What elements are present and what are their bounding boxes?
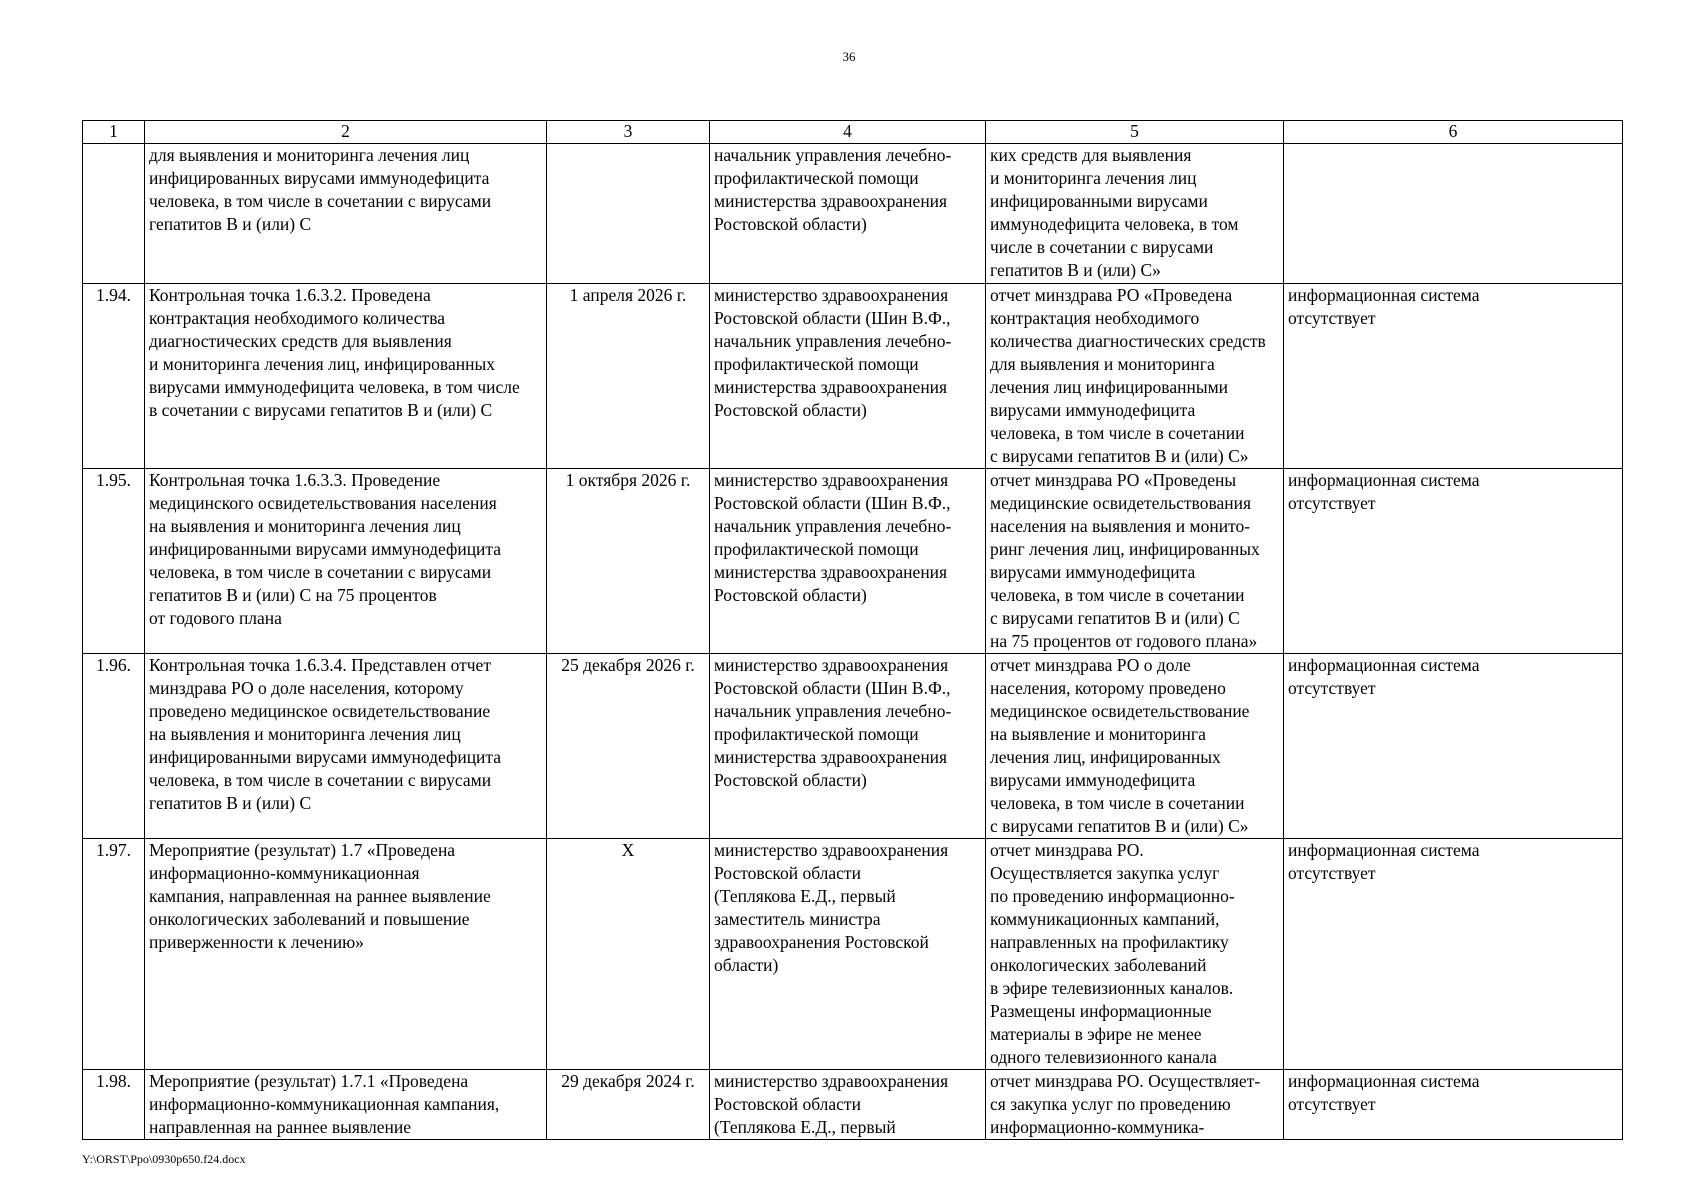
- system-cell: информационная система отсутствует: [1284, 1070, 1623, 1140]
- table-row: [83, 839, 1623, 1070]
- result-cell: отчет минздрава РО. Осуществляет- ся закупка услуг по проведению информационно-коммуника-: [986, 1070, 1284, 1140]
- table-header: [83, 121, 1623, 144]
- result-cell: отчет минздрава РО «Проведена контрактация необходимого количества диагностических средств для выявления и мониторинга лечения лиц инфицированными вирусами иммунодефицита человека, в том числе в сочетании с вирусами гепатитов В и (или) С»: [986, 284, 1284, 469]
- event-cell: Мероприятие (результат) 1.7 «Проведена информационно-коммуникационная кампания, направленная на раннее выявление онкологических заболеваний и повышение приверженности к лечению»: [145, 839, 547, 1070]
- date-cell: [547, 144, 710, 284]
- table-row: [83, 469, 1623, 654]
- result-cell: отчет минздрава РО «Проведены медицинские освидетельствования населения на выявления и монито- ринг лечения лиц, инфицированных вирусами иммунодефицита человека, в том числе в сочетании с вирусами гепатитов В и (или) С на 75 процентов от годового плана»: [986, 469, 1284, 654]
- column-header-4: 4: [710, 121, 986, 144]
- column-header-2: 2: [145, 121, 547, 144]
- column-header-3: 3: [547, 121, 710, 144]
- system-cell: информационная система отсутствует: [1284, 469, 1623, 654]
- row-number: 1.96.: [83, 654, 145, 839]
- table-body: [83, 144, 1623, 1140]
- date-cell: 25 декабря 2026 г.: [547, 654, 710, 839]
- responsible-cell: министерство здравоохранения Ростовской области (Теплякова Е.Д., первый: [710, 1070, 986, 1140]
- result-cell: отчет минздрава РО. Осуществляется закупка услуг по проведению информационно- коммуникационных кампаний, направленных на профилактику онкологических заболеваний в эфире телевизионных каналов. Размещены информационные материалы в эфире не менее одного телевизионного канала: [986, 839, 1284, 1070]
- event-cell: для выявления и мониторинга лечения лиц инфицированных вирусами иммунодефицита человека, в том числе в сочетании с вирусами гепатитов В и (или) С: [145, 144, 547, 284]
- row-number: 1.94.: [83, 284, 145, 469]
- row-number: [83, 144, 145, 284]
- date-cell: Х: [547, 839, 710, 1070]
- responsible-cell: министерство здравоохранения Ростовской области (Шин В.Ф., начальник управления лечебно- профилактической помощи министерства здравоохранения Ростовской области): [710, 469, 986, 654]
- row-number: 1.97.: [83, 839, 145, 1070]
- header-row: [83, 121, 1623, 144]
- table-row: [83, 654, 1623, 839]
- system-cell: информационная система отсутствует: [1284, 839, 1623, 1070]
- column-header-6: 6: [1284, 121, 1623, 144]
- plan-table: [82, 120, 1623, 1140]
- result-cell: отчет минздрава РО о доле населения, которому проведено медицинское освидетельствование на выявление и мониторинга лечения лиц, инфицированных вирусами иммунодефицита человека, в том числе в сочетании с вирусами гепатитов В и (или) С»: [986, 654, 1284, 839]
- column-header-1: 1: [83, 121, 145, 144]
- system-cell: информационная система отсутствует: [1284, 284, 1623, 469]
- row-number: 1.95.: [83, 469, 145, 654]
- event-cell: Контрольная точка 1.6.3.3. Проведение медицинского освидетельствования населения на выявления и мониторинга лечения лиц инфицированными вирусами иммунодефицита человека, в том числе в сочетании с вирусами гепатитов В и (или) С на 75 процентов от годового плана: [145, 469, 547, 654]
- date-cell: 29 декабря 2024 г.: [547, 1070, 710, 1140]
- event-cell: Мероприятие (результат) 1.7.1 «Проведена информационно-коммуникационная кампания, направленная на раннее выявление: [145, 1070, 547, 1140]
- event-cell: Контрольная точка 1.6.3.4. Представлен отчет минздрава РО о доле населения, которому проведено медицинское освидетельствование на выявления и мониторинга лечения лиц инфицированными вирусами иммунодефицита человека, в том числе в сочетании с вирусами гепатитов В и (или) С: [145, 654, 547, 839]
- system-cell: [1284, 144, 1623, 284]
- column-header-5: 5: [986, 121, 1284, 144]
- page-number: 36: [842, 49, 856, 64]
- table-row: [83, 144, 1623, 284]
- responsible-cell: министерство здравоохранения Ростовской области (Шин В.Ф., начальник управления лечебно- профилактической помощи министерства здравоохранения Ростовской области): [710, 284, 986, 469]
- footer-file-path: Y:\ORST\Ppo\0930p650.f24.docx: [82, 1152, 246, 1166]
- responsible-cell: министерство здравоохранения Ростовской области (Теплякова Е.Д., первый заместитель министра здравоохранения Ростовской области): [710, 839, 986, 1070]
- system-cell: информационная система отсутствует: [1284, 654, 1623, 839]
- row-number: 1.98.: [83, 1070, 145, 1140]
- date-cell: 1 октября 2026 г.: [547, 469, 710, 654]
- event-cell: Контрольная точка 1.6.3.2. Проведена контрактация необходимого количества диагностических средств для выявления и мониторинга лечения лиц, инфицированных вирусами иммунодефицита человека, в том числе в сочетании с вирусами гепатитов В и (или) С: [145, 284, 547, 469]
- table-row: [83, 284, 1623, 469]
- responsible-cell: министерство здравоохранения Ростовской области (Шин В.Ф., начальник управления лечебно- профилактической помощи министерства здравоохранения Ростовской области): [710, 654, 986, 839]
- responsible-cell: начальник управления лечебно- профилактической помощи министерства здравоохранения Ростовской области): [710, 144, 986, 284]
- date-cell: 1 апреля 2026 г.: [547, 284, 710, 469]
- result-cell: ких средств для выявления и мониторинга лечения лиц инфицированными вирусами иммунодефицита человека, в том числе в сочетании с вирусами гепатитов В и (или) С»: [986, 144, 1284, 284]
- table-row: [83, 1070, 1623, 1140]
